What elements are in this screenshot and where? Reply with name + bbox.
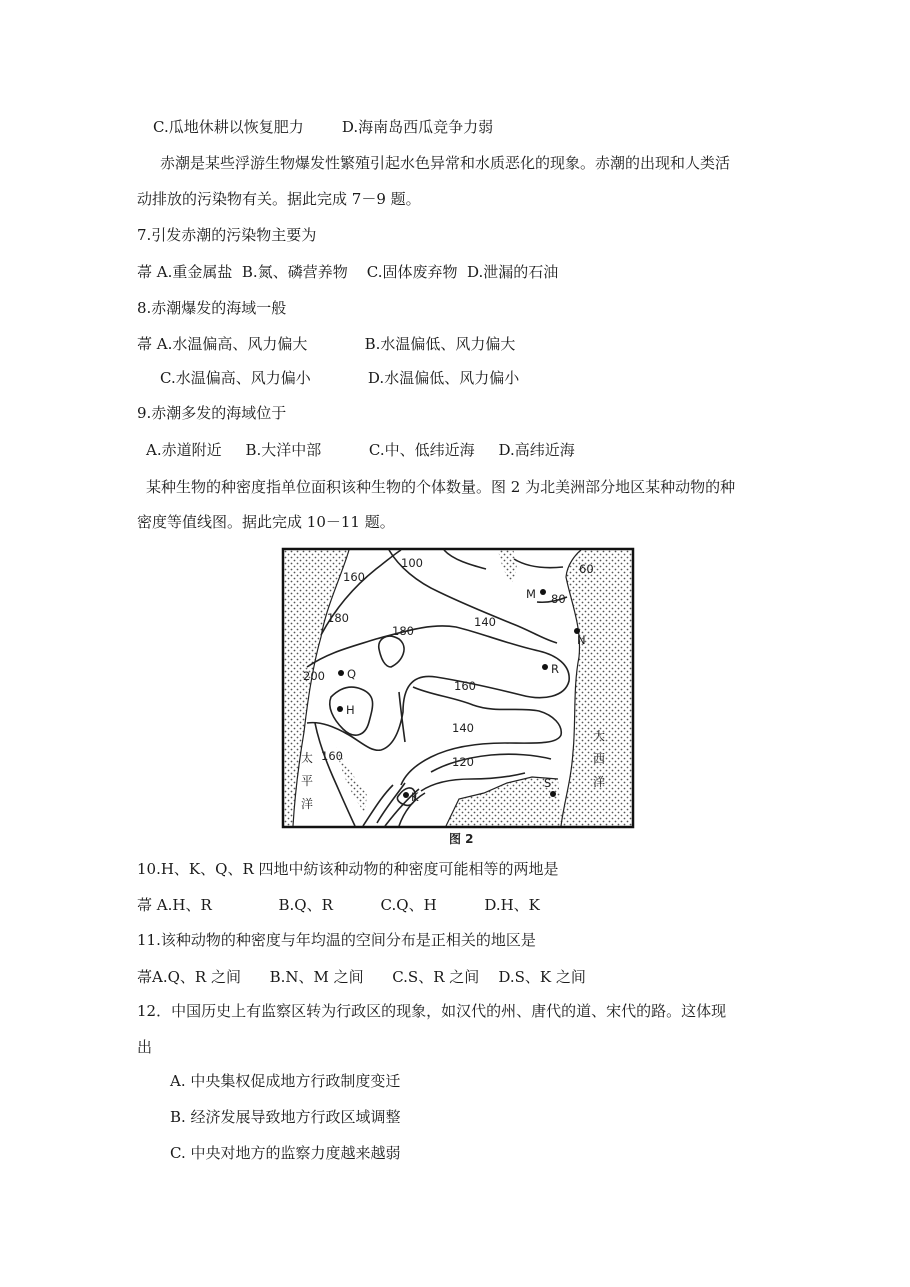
contour-label-180: 180 <box>327 611 349 625</box>
question-12-option-b: B. 经济发展导致地方行政区域调整 <box>170 1108 401 1126</box>
svg-text:洋: 洋 <box>593 775 606 789</box>
point-q-marker <box>338 670 344 676</box>
svg-text:平: 平 <box>301 774 314 788</box>
intro-species-density-line1: 某种生物的种密度指单位面积该种生物的个体数量。图 2 为北美洲部分地区某种动物的种 <box>146 478 736 496</box>
question-9: 9.赤潮多发的海域位于 <box>137 404 287 422</box>
question-8-options-ab: 菷 A.水温偏高、风力偏大 B.水温偏低、风力偏大 <box>137 335 516 353</box>
point-h-marker <box>337 706 343 712</box>
contour-label-160: 160 <box>454 679 476 693</box>
contour-label-140: 140 <box>474 615 496 629</box>
question-12-option-c: C. 中央对地方的监察力度越来越弱 <box>170 1144 401 1162</box>
question-12-line1: 12．中国历史上有监察区转为行政区的现象，如汉代的州、唐代的道、宋代的路。这体现 <box>137 1002 727 1020</box>
point-s-marker <box>550 791 556 797</box>
question-10: 10.H、K、Q、R 四地中紡该种动物的种密度可能相等的两地是 <box>137 860 559 878</box>
contour-label-140: 140 <box>452 721 474 735</box>
point-r-label: R <box>551 662 559 676</box>
contour-label-120: 120 <box>452 755 474 769</box>
density-contour-map <box>281 547 637 847</box>
svg-text:西: 西 <box>593 752 606 766</box>
point-m-label: M <box>526 587 536 601</box>
contour-label-160: 160 <box>343 570 365 584</box>
contour-label-60: 60 <box>579 562 594 576</box>
point-s-label: S <box>544 776 552 790</box>
question-7: 7.引发赤潮的污染物主要为 <box>137 226 317 244</box>
question-8-options-cd: C.水温偏高、风力偏小 D.水温偏低、风力偏小 <box>160 369 520 387</box>
svg-text:太: 太 <box>301 751 314 765</box>
question-12-line2: 出 <box>137 1038 153 1056</box>
contour-label-80: 80 <box>551 592 566 606</box>
svg-text:洋: 洋 <box>301 797 314 811</box>
point-n-label: N <box>577 633 586 647</box>
q6-options-cd: C.瓜地休耕以恢复肥力 D.海南岛西瓜竞争力弱 <box>153 118 494 136</box>
point-m-marker <box>540 589 546 595</box>
intro-species-density-line2: 密度等值线图。据此完成 10－11 题。 <box>137 513 395 531</box>
intro-red-tide-line2: 动排放的污染物有关。据此完成 7－9 题。 <box>137 190 421 208</box>
question-8: 8.赤潮爆发的海域一般 <box>137 299 287 317</box>
contour-label-200: 200 <box>303 669 325 683</box>
point-q-label: Q <box>347 667 357 681</box>
contour-label-100: 100 <box>401 556 423 570</box>
question-10-options: 菷 A.H、R B.Q、R C.Q、H D.H、K <box>137 896 540 914</box>
question-9-options: A.赤道附近 B.大洋中部 C.中、低纬近海 D.高纬近海 <box>146 441 575 459</box>
point-h-label: H <box>346 703 355 717</box>
intro-red-tide-line1: 赤潮是某些浮游生物爆发性繁殖引起水色异常和水质恶化的现象。赤潮的出现和人类活 <box>160 154 731 172</box>
question-11-options: 菷A.Q、R 之间 B.N、M 之间 C.S、R 之间 D.S、K 之间 <box>137 968 586 986</box>
contour-label-160: 160 <box>321 749 343 763</box>
question-7-options: 菷 A.重金属盐 B.氮、磷营养物 C.固体废弃物 D.泄漏的石油 <box>137 263 559 281</box>
question-11: 11.该种动物的种密度与年均温的空间分布是正相关的地区是 <box>137 931 536 949</box>
pacific-ocean-label <box>301 750 313 811</box>
svg-text:大: 大 <box>593 729 606 743</box>
figure-caption: 图 2 <box>449 832 474 846</box>
contour-label-180: 180 <box>392 624 414 638</box>
point-r-marker <box>542 664 548 670</box>
point-k-label: K <box>411 790 419 804</box>
question-12-option-a: A. 中央集权促成地方行政制度变迁 <box>170 1072 401 1090</box>
point-k-marker <box>403 792 409 798</box>
atlantic-ocean-label <box>593 728 605 789</box>
